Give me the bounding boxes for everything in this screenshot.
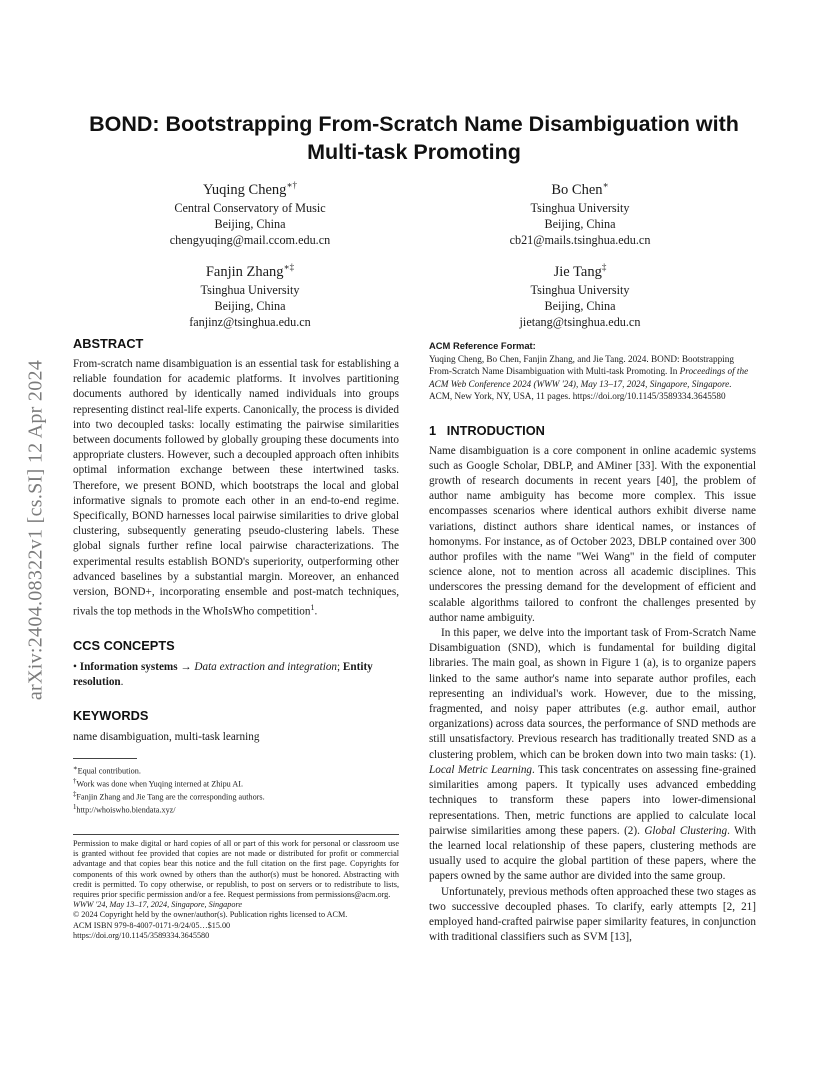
acm-reference-proceedings: Proceedings of the ACM Web Conference 2024 (WWW '24), May 13–17, 2024, Singapore, Singapore <box>429 366 749 389</box>
acm-reference-heading: ACM Reference Format: <box>429 340 536 351</box>
paper-title: BOND: Bootstrapping From-Scratch Name Disambiguation with Multi-task Promoting <box>89 112 739 164</box>
keywords-heading: KEYWORDS <box>73 707 149 723</box>
paragraph: Name disambiguation is a core component in online academic systems such as Google Scholar, DBLP, and AMiner [33]. With the exponential growth of research documents in recent years [40], the problem of author name ambiguity has become more complex. This issue encompasses scenarios where identical authors exhibit diverse name variations, distinct authors share identical names, or instances of homonyms. For instance, as of October 2023, DBLP contained over 300 author profiles with the name "Wei Wang" in the field of computer science alone, not to mention across all academic disciplines. This underscores the pressing demand for the development of efficient and scalable algorithms tailored to confront the challenges presented by author name ambiguity. <box>429 444 756 624</box>
author-block <box>120 258 380 330</box>
abstract-heading: ABSTRACT <box>73 336 144 351</box>
footnote-link[interactable]: http://whoiswho.biendata.xyz/ <box>76 805 176 815</box>
doi-link[interactable]: https://doi.org/10.1145/3589334.3645580 <box>73 930 210 940</box>
author-affiliation: Tsinghua University <box>530 200 630 215</box>
intro-heading <box>429 423 756 439</box>
footnote-mark: ‡ <box>73 790 77 798</box>
author-marks: ∗ <box>602 180 609 190</box>
footnote <box>73 790 399 803</box>
author-block <box>450 258 710 330</box>
abstract-body: From-scratch name disambiguation is an essential task for establishing a reliable foundation for academic platforms. It involves partitioning documents authored by identically named individuals into groups representing distinct real-life experts. Canonically, the process is divided into two decoupled tasks: locally estimating the pairwise similarities between documents followed by globally grouping these documents into appropriate clusters. However, such a decoupled approach often inhibits optimal information exchange between these intertwined tasks. Therefore, we present BOND, which bootstraps the local and global informative signals to promote each other in an end-to-end regime. Specifically, BOND harnesses local pairwise similarities to drive global clustering, subsequently generating pseudo-clustering labels. These global signals further refine local pairwise characterizations. The experimental results establish BOND's superiority, outperforming other advanced baselines by a substantial margin. Moreover, an enhanced version, BOND+, incorporating ensemble and post-match techniques, rivals the top methods in the WhoIsWho competition <box>73 358 399 618</box>
ccs-separator: ; <box>337 661 343 674</box>
author-block <box>120 176 380 248</box>
footnote-mark: 1 <box>73 803 77 811</box>
footnote-text: Equal contribution. <box>77 766 141 776</box>
author-name: Bo Chen <box>551 181 603 198</box>
footnote-text: Fanjin Zhang and Jie Tang are the corresponding authors. <box>76 792 265 802</box>
ccs-arrow: → <box>177 661 195 674</box>
footnote-mark: ∗ <box>73 765 78 772</box>
permission-rule <box>73 834 399 835</box>
author-email: cb21@mails.tsinghua.edu.cn <box>509 232 651 247</box>
author-name: Yuqing Cheng <box>203 181 287 198</box>
paragraph-text: In this paper, we delve into the important task of From-Scratch Name Disambiguation (SND), which is fundamental for building digital libraries. The main goal, as shown in Figure 1 (a), is to organize papers linked to the same author's name into separate author profiles, each representing an individual's work. However, due to the missing, fragmented, and noisy paper attributes (e.g. author email, author organizations) across data sources, the performance of SND methods are still unsatisfactory. Previous research has traditionally treated SND as a clustering problem, which can be broken down into two main tasks: (1). <box>429 627 756 761</box>
paragraph: Unfortunately, previous methods often approached these two stages as two successive decoupled phases. To clarify, early attempts [2, 21] employed hand-crafted pairwise paper similarity features, in conjunction with traditional classifiers such as SVM [13], <box>429 885 756 944</box>
section-number: 1 <box>429 422 437 438</box>
emphasis-local-metric-learning: Local Metric Learning <box>429 763 533 776</box>
footnote <box>73 764 399 777</box>
venue: WWW '24, May 13–17, 2024, Singapore, Singapore <box>73 900 242 910</box>
footnotes <box>73 764 399 816</box>
intro-body <box>429 444 756 946</box>
arxiv-identifier: arXiv:2404.08322v1 [cs.SI] 12 Apr 2024 <box>24 359 47 701</box>
ccs-end: . <box>120 676 124 689</box>
author-affiliation: Central Conservatory of Music <box>174 200 326 215</box>
ccs-text <box>73 660 399 690</box>
author-marks: ∗‡ <box>283 262 295 272</box>
paragraph-text: . With the learned local relationship of these papers, clustering methods are usually used to acquire the global partition of these papers, where the papers owned by the same author are divided into the same group. <box>429 824 757 883</box>
author-affiliation: Tsinghua University <box>200 282 300 297</box>
isbn: ACM ISBN 979-8-4007-0171-9/24/05…$15.00 <box>73 920 231 930</box>
footnote-mark: † <box>73 777 77 785</box>
ccs-term-data-extraction: Data extraction and integration <box>194 661 338 674</box>
footnote-text: Work was done when Yuqing interned at Zhipu AI. <box>76 779 244 789</box>
author-location: Beijing, China <box>214 298 286 313</box>
section-title: INTRODUCTION <box>446 422 545 438</box>
author-marks: ‡ <box>601 262 607 272</box>
acm-reference-part2: . ACM, New York, NY, USA, 11 pages. https://doi.org/10.1145/3589334.3645580 <box>429 378 732 402</box>
footnote-rule <box>73 758 137 759</box>
acm-reference-part1: Yuqing Cheng, Bo Chen, Fanjin Zhang, and Jie Tang. 2024. BOND: Bootstrapping From-Scratch Name Disambiguation with Multi-task Promoting. In <box>429 354 734 377</box>
author-location: Beijing, China <box>544 298 616 313</box>
author-location: Beijing, China <box>544 216 616 231</box>
author-block <box>450 176 710 248</box>
footnote-ref: 1 <box>310 603 315 613</box>
acm-reference-text <box>429 353 756 403</box>
footnote <box>73 803 399 816</box>
permission-text: Permission to make digital or hard copies of all or part of this work for personal or classroom use is granted without fee provided that copies are not made or distributed for profit or commercial advantage and that copies bear this notice and the full citation on the first page. Copyrights for components of this work owned by others than the author(s) must be honored. Abstracting with credit is permitted. To copy otherwise, or republish, to post on servers or to redistribute to lists, requires prior specific permission and/or a fee. Request permissions from permissions@acm.org. <box>73 839 399 900</box>
paragraph-text: . This task concentrates on assessing fine-grained similarities among papers. It typically uses advanced embedding techniques to transform these papers into lower-dimensional representations. Then, metric functions are applied to calculate local pairwise similarities among these papers. (2). <box>429 763 756 837</box>
ccs-term-information-systems: Information systems <box>79 661 178 674</box>
footnote <box>73 777 399 790</box>
author-email: chengyuqing@mail.ccom.edu.cn <box>169 232 331 247</box>
copyright: © 2024 Copyright held by the owner/author(s). Publication rights licensed to ACM. <box>73 910 348 920</box>
ccs-heading: CCS CONCEPTS <box>73 638 175 654</box>
author-name: Fanjin Zhang <box>205 263 284 280</box>
author-marks: ∗† <box>286 180 297 190</box>
emphasis-global-clustering: Global Clustering <box>644 824 728 837</box>
author-name: Jie Tang <box>553 263 602 280</box>
paragraph <box>429 626 756 884</box>
author-affiliation: Tsinghua University <box>530 282 630 297</box>
permission-block <box>73 839 399 941</box>
ccs-term-entity-resolution: Entity resolution <box>73 661 373 689</box>
author-email: jietang@tsinghua.edu.cn <box>519 314 641 329</box>
abstract-text <box>73 357 399 620</box>
ccs-bullet: • <box>73 661 77 674</box>
abstract-end: . <box>314 605 318 618</box>
right-column <box>429 340 756 945</box>
author-location: Beijing, China <box>214 216 286 231</box>
left-column <box>73 336 399 745</box>
keywords-text: name disambiguation, multi-task learning <box>73 730 260 743</box>
author-email: fanjinz@tsinghua.edu.cn <box>189 314 311 329</box>
